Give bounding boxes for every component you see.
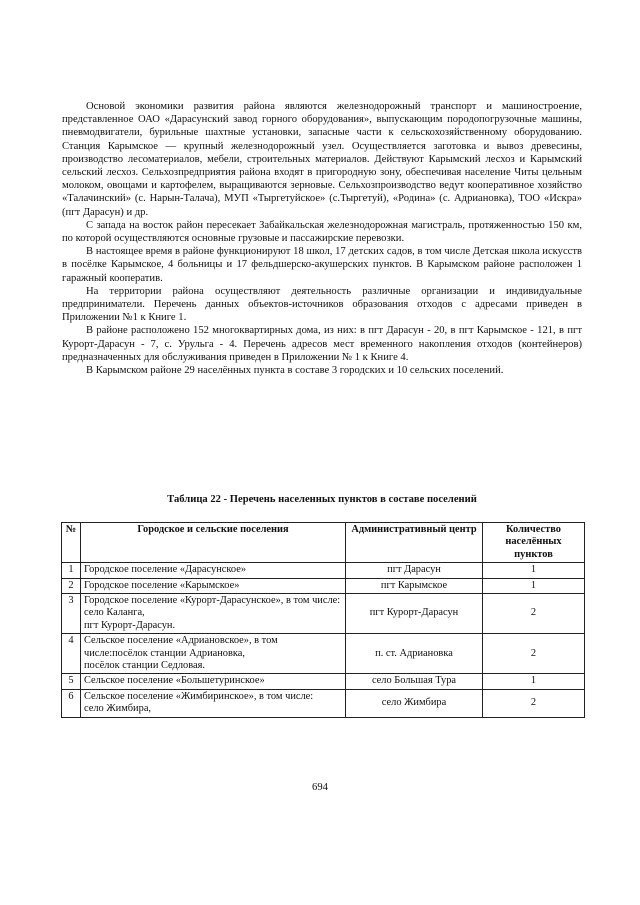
row-center: пгт Дарасун [346, 563, 483, 578]
row-center: п. ст. Адриановка [346, 634, 483, 674]
row-count: 2 [483, 594, 585, 634]
paragraph-organizations: На территории района осуществляют деятельность различные организации и индивидуальные предприниматели. Перечень данных объектов-источников образования отходов с адресами приведен в Приложении №1 к Книге 1. [62, 285, 582, 324]
row-count: 1 [483, 674, 585, 689]
table-caption: Таблица 22 - Перечень населенных пунктов в составе поселений [167, 494, 477, 505]
row-count: 1 [483, 563, 585, 578]
header-number: № [62, 523, 81, 563]
row-settlement: Сельское поселение «Адриановское», в том числе:посёлок станции Адриановка, посёлок станции Седловая. [81, 634, 346, 674]
row-center: село Большая Тура [346, 674, 483, 689]
table-row [62, 594, 585, 634]
paragraph-houses: В районе расположено 152 многоквартирных дома, из них: в пгт Дарасун - 20, в пгт Карымское - 121, в пгт Курорт-Дарасун - 7, с. Урульга - 4. Перечень адресов мест временного накопления отходов (контейнеров) предназначенных для обслуживания приведен в Приложении № 1 к Книге 4. [62, 325, 582, 363]
body-text [62, 100, 582, 377]
row-center: пгт Карымское [346, 578, 483, 593]
table-row [62, 634, 585, 674]
page-number: 694 [312, 782, 328, 793]
settlements-table [61, 522, 585, 718]
row-settlement: Сельское поселение «Жимбиринское», в том числе: село Жимбира, [81, 689, 346, 717]
row-count: 1 [483, 578, 585, 593]
row-number: 4 [62, 634, 81, 674]
row-number: 3 [62, 594, 81, 634]
row-count: 2 [483, 689, 585, 717]
table-row [62, 563, 585, 578]
row-center: село Жимбира [346, 689, 483, 717]
row-center: пгт Курорт-Дарасун [346, 594, 483, 634]
row-number: 5 [62, 674, 81, 689]
row-number: 6 [62, 689, 81, 717]
paragraph-schools: В настоящее время в районе функционируют 18 школ, 17 детских садов, в том числе Детская школа искусств в посёлке Карымское, 4 больницы и 17 фельдшерско-акушерских пунктов. В Карымском районе расположен 1 гаражный кооператив. [62, 246, 582, 284]
row-count: 2 [483, 634, 585, 674]
row-settlement: Городское поселение «Карымское» [81, 578, 346, 593]
row-settlement: Сельское поселение «Большетуринское» [81, 674, 346, 689]
row-number: 1 [62, 563, 81, 578]
table-row [62, 689, 585, 717]
paragraph-railway: С запада на восток район пересекает Забайкальская железнодорожная магистраль, протяженностью 150 км, по которой осуществляются основные грузовые и пассажирские перевозки. [62, 219, 582, 245]
table-header-row [62, 523, 585, 563]
paragraph-economy: Основой экономики развития района являются железнодорожный транспорт и машиностроение, представленное ОАО «Дарасунский завод горного оборудования», выпускающим породопогрузочные машины, пневмодвигатели, бурильные шахтные установки, запасные части к сельскохозяйственному оборудованию. Станция Карымское — крупный железнодорожный узел. Осуществляется заготовка и вывоз древесины, производство лесоматериалов, мебели, строительных материалов. Действуют Карымский лесхоз и Карымский сельский лесхоз. Сельхозпредприятия района входят в пригородную зону, обеспечивая население Читы цельным молоком, овощами и картофелем, выращиваются зерновые. Сельхозпроизводство ведут кооперативное хозяйство «Талачинский» (с. Нарын-Талача), МУП «Тыргетуйское» (с.Тыргетуй), «Родина» (с. Адриановка), ТОО «Искра» (пгт Дарасун) и др. [62, 101, 582, 218]
row-settlement: Городское поселение «Курорт-Дарасунское», в том числе: село Каланга, пгт Курорт-Дарасун. [81, 594, 346, 634]
table-row [62, 578, 585, 593]
row-settlement: Городское поселение «Дарасунское» [81, 563, 346, 578]
header-center: Административный центр [346, 523, 483, 563]
table-row [62, 674, 585, 689]
paragraph-settlements: В Карымском районе 29 населённых пункта в составе 3 городских и 10 сельских поселений. [86, 365, 504, 377]
header-count: Количество населённых пунктов [483, 523, 585, 563]
header-settlement: Городское и сельские поселения [81, 523, 346, 563]
row-number: 2 [62, 578, 81, 593]
